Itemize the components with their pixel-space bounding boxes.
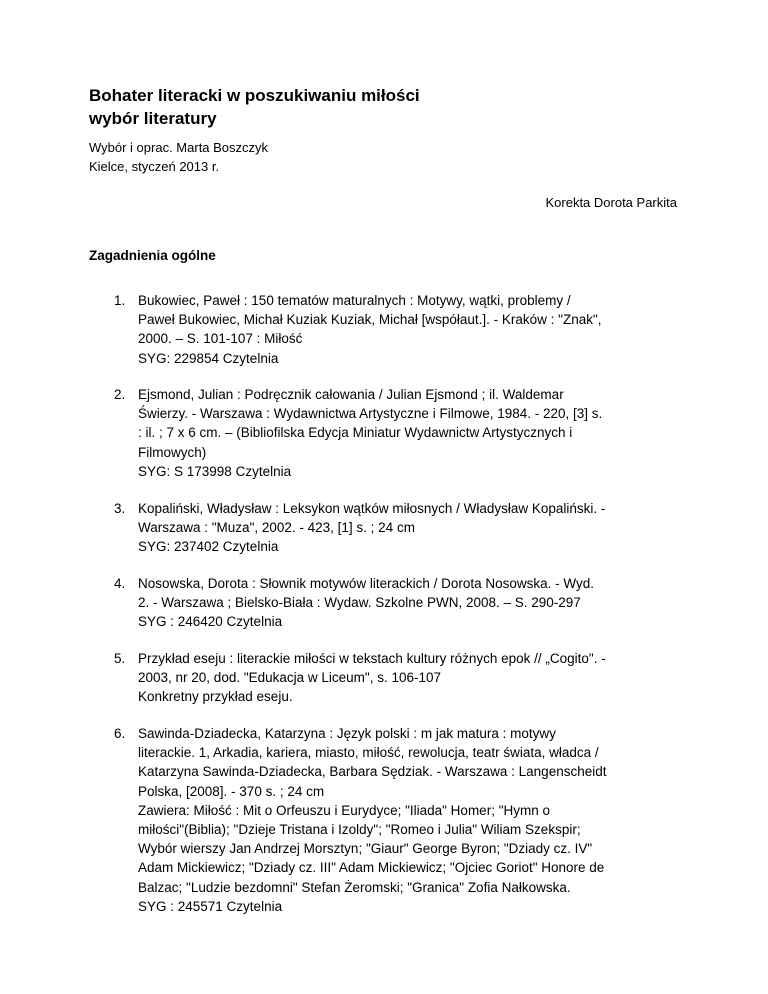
entry-body: [138, 385, 696, 481]
bibliography-entry: [116, 385, 696, 481]
entry-line: Zawiera: Miłość : Mit o Orfeuszu i Eurydyce; "Iliada" Homer; "Hymn o: [138, 802, 550, 818]
entry-body: [138, 649, 696, 707]
entry-line: Nosowska, Dorota : Słownik motywów literackich / Dorota Nosowska. - Wyd.: [138, 576, 595, 591]
entry-line: Katarzyna Sawinda-Dziadecka, Barbara Sędziak. - Warszawa : Langenscheidt: [138, 764, 607, 780]
bibliography-entry: [116, 291, 696, 368]
bibliography-entry: [116, 499, 696, 557]
entry-line: Bukowiec, Paweł : 150 tematów maturalnych : Motywy, wątki, problemy /: [138, 293, 571, 308]
entry-number: 5.: [114, 651, 126, 666]
entry-line: SYG : 246420 Czytelnia: [138, 614, 283, 630]
document-title: [89, 84, 689, 130]
entry-line: 2. - Warszawa ; Bielsko-Biała : Wydaw. Szkolne PWN, 2008. – S. 290-297: [138, 595, 581, 611]
entry-body: [138, 291, 696, 368]
entry-line: Warszawa : "Muza", 2002. - 423, [1] s. ; 24 cm: [138, 520, 415, 536]
section-heading: Zagadnienia ogólne: [89, 248, 216, 263]
entry-body: [138, 499, 696, 557]
entry-line: Filmowych): [138, 444, 207, 460]
entry-line: Kopaliński, Władysław : Leksykon wątków miłosnych / Władysław Kopaliński. -: [138, 501, 606, 516]
entry-line: Sawinda-Dziadecka, Katarzyna : Język polski : m jak matura : motywy: [138, 726, 556, 741]
entry-line: Przykład eseju : literackie miłości w tekstach kultury różnych epok // „Cogito". -: [138, 651, 606, 666]
entry-line: 2000. – S. 101-107 : Miłość: [138, 331, 303, 347]
entry-body: [138, 574, 696, 632]
entry-line: SYG: 237402 Czytelnia: [138, 539, 279, 555]
place-date: Kielce, styczeń 2013 r.: [89, 159, 220, 174]
compiled-by: Wybór i oprac. Marta Boszczyk: [89, 140, 269, 155]
title-line-2: wybór literatury: [89, 109, 217, 128]
entry-line: SYG : 245571 Czytelnia: [138, 898, 283, 914]
entry-number: 2.: [114, 387, 126, 402]
entry-line: SYG: S 173998 Czytelnia: [138, 463, 292, 479]
title-line-1: Bohater literacki w poszukiwaniu miłości: [89, 86, 420, 105]
entry-line: : il. ; 7 x 6 cm. – (Bibliofilska Edycja Miniatur Wydawnictw Artystycznych i: [138, 425, 573, 441]
entry-number: 4.: [114, 576, 126, 591]
bibliography-entry: [116, 574, 696, 632]
entry-number: 1.: [114, 293, 126, 308]
correction-credit: Korekta Dorota Parkita: [545, 195, 677, 210]
entry-line: 2003, nr 20, dod. "Edukacja w Liceum", s. 106-107: [138, 670, 442, 686]
bibliography-entry: [116, 724, 696, 916]
entry-line: Wybór wierszy Jan Andrzej Morsztyn; "Giaur" George Byron; "Dziady cz. IV": [138, 841, 593, 857]
entry-line: Ejsmond, Julian : Podręcznik całowania / Julian Ejsmond ; il. Waldemar: [138, 387, 564, 402]
entry-line: Polska, [2008]. - 370 s. ; 24 cm: [138, 783, 325, 799]
entry-line: literackie. 1, Arkadia, kariera, miasto, miłość, rewolucja, teatr świata, władca /: [138, 745, 599, 761]
entry-line: Świerzy. - Warszawa : Wydawnictwa Artystyczne i Filmowe, 1984. - 220, [3] s.: [138, 406, 603, 422]
entry-line: Balzac; "Ludzie bezdomni" Stefan Żeromski; "Granica" Zofia Nałkowska.: [138, 879, 571, 895]
entry-line: miłości"(Biblia); "Dzieje Tristana i Izoldy"; "Romeo i Julia" Wiliam Szekspir;: [138, 822, 581, 838]
entry-line: SYG: 229854 Czytelnia: [138, 350, 279, 366]
entry-body: [138, 724, 696, 916]
document-meta: [89, 138, 268, 176]
bibliography-entry: [116, 649, 696, 707]
entry-line: Paweł Bukowiec, Michał Kuziak Kuziak, Michał [współaut.]. - Kraków : "Znak",: [138, 312, 602, 328]
entry-number: 3.: [114, 501, 126, 516]
entry-number: 6.: [114, 726, 126, 741]
entry-line: Konkretny przykład eseju.: [138, 689, 293, 705]
entry-line: Adam Mickiewicz; "Dziady cz. III" Adam Mickiewicz; "Ojciec Goriot" Honore de: [138, 860, 605, 876]
